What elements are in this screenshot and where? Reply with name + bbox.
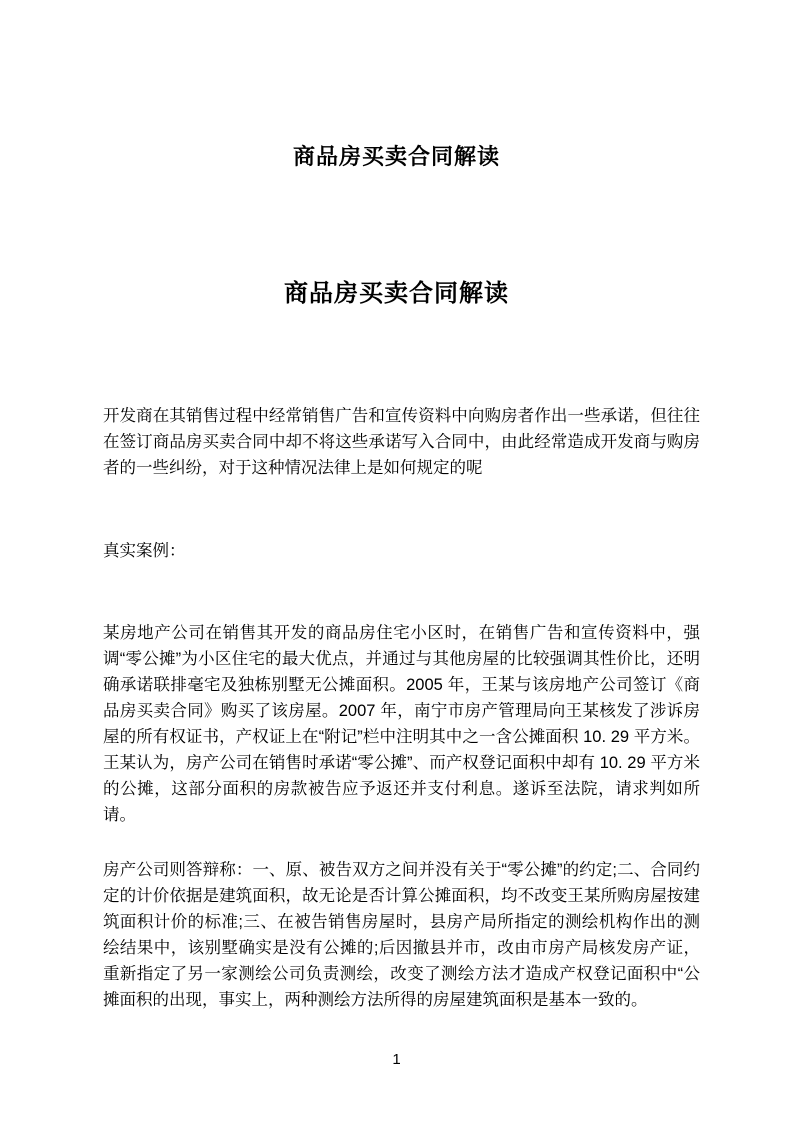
defense-paragraph: 房产公司则答辩称：一、原、被告双方之间并没有关于“零公摊”的约定;二、合同约定的计价依据是建筑面积，故无论是否计算公摊面积，均不改变王某所购房屋按建筑面积计价的标准;三、在被告销售房屋时，县房产局所指定的测绘机构作出的测绘结果中，该别墅确实是没有公摊的;后因撤县并市，改由市房产局核发房产证，重新指定了另一家测绘公司负责测绘，改变了测绘方法才造成产权登记面积中“公摊面积的出现，事实上，两种测绘方法所得的房屋建筑面积是基本一致的。 (103, 861, 700, 1009)
document-main-title: 商品房买卖合同解读 (284, 280, 509, 307)
document-header-title: 商品房买卖合同解读 (292, 144, 500, 169)
case-paragraph: 某房地产公司在销售其开发的商品房住宅小区时，在销售广告和宣传资料中，强调“零公摊”为小区住宅的最大优点，并通过与其他房屋的比较强调其性价比，还明确承诺联排毫宅及独栋别墅无公摊面积。2005 年，王某与该房地产公司签订《商品房买卖合同》购买了该房屋。2007 年，南宁市房产管理局向王某核发了涉诉房屋的所有权证书，产权证上在“附记”栏中注明其中之一含公摊面积 10. 29 平方米。王某认为，房产公司在销售时承诺“零公摊”、而产权登记面积中却有 10. 29 平方米的公摊，这部分面积的房款被告应予返还并支付利息。遂诉至法院，请求判如所请。 (103, 624, 700, 824)
case-section-heading: 真实案例： (103, 542, 186, 560)
page-number: 1 (392, 1051, 401, 1068)
intro-paragraph: 开发商在其销售过程中经常销售广告和宣传资料中向购房者作出一些承诺，但往往在签订商品房买卖合同中却不将这些承诺写入合同中，由此经常造成开发商与购房者的一些纠纷，对于这种情况法律上是如何规定的呢 (103, 407, 700, 477)
